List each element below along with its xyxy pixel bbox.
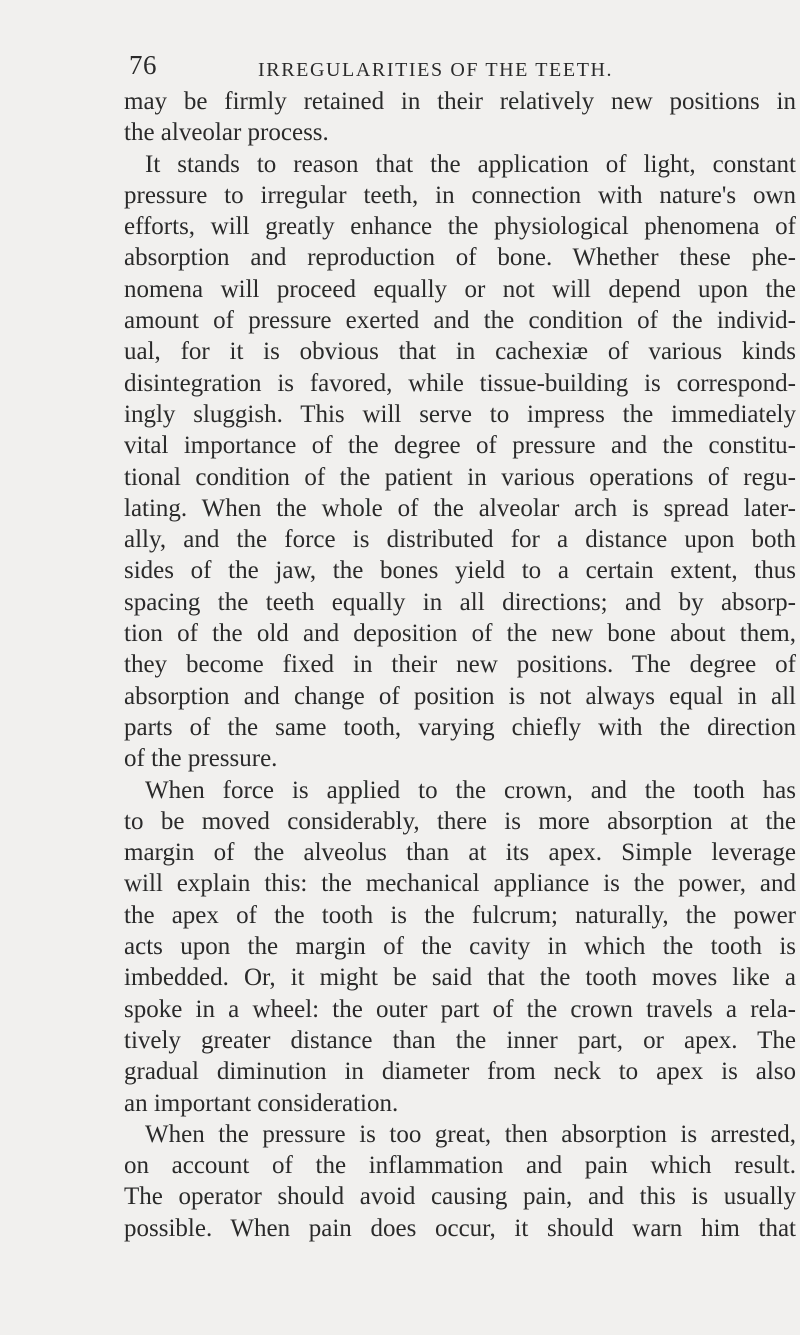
text-line: pressure to irregular teeth, in connection with nature's own — [124, 181, 796, 209]
text-line: to be moved considerably, there is more absorption at the — [124, 807, 796, 835]
text-line: When the pressure is too great, then absorption is arrested, — [145, 1120, 796, 1148]
text-line: the alveolar process. — [124, 119, 329, 147]
text-line: amount of pressure exerted and the condition of the individ- — [124, 307, 796, 335]
text-line: possible. When pain does occur, it should warn him that — [124, 1214, 796, 1242]
text-line: margin of the alveolus than at its apex. Simple leverage — [124, 839, 796, 867]
text-line: gradual diminution in diameter from neck to apex is also — [124, 1058, 796, 1086]
text-line: disintegration is favored, while tissue-building is correspond- — [124, 369, 796, 397]
text-line: ingly sluggish. This will serve to impress the immediately — [124, 400, 796, 428]
text-line: The operator should avoid causing pain, and this is usually — [124, 1183, 796, 1211]
text-line: sides of the jaw, the bones yield to a certain extent, thus — [124, 557, 796, 585]
text-line: acts upon the margin of the cavity in which the tooth is — [124, 933, 796, 961]
running-head: IRREGULARITIES OF THE TEETH. — [258, 59, 614, 81]
text-line: the apex of the tooth is the fulcrum; naturally, the power — [124, 901, 796, 929]
text-line: tional condition of the patient in various operations of regu- — [124, 463, 796, 491]
text-line: vital importance of the degree of pressure and the constitu- — [124, 432, 796, 460]
text-line: absorption and change of position is not always equal in all — [124, 682, 796, 710]
text-line: parts of the same tooth, varying chiefly with the direction — [124, 713, 796, 741]
text-line: When force is applied to the crown, and the tooth has — [145, 776, 796, 804]
text-line: will explain this: the mechanical appliance is the power, and — [124, 870, 796, 898]
text-line: ual, for it is obvious that in cachexiæ of various kinds — [124, 338, 796, 366]
text-line: tively greater distance than the inner part, or apex. The — [124, 1026, 796, 1054]
text-line: spoke in a wheel: the outer part of the crown travels a rela- — [124, 995, 796, 1023]
text-line: tion of the old and deposition of the new bone about them, — [124, 620, 796, 648]
text-line: they become fixed in their new positions. The degree of — [124, 651, 796, 679]
body-text — [124, 86, 796, 1244]
text-line: of the pressure. — [124, 745, 278, 773]
text-line: ally, and the force is distributed for a distance upon both — [124, 526, 796, 554]
text-line: may be firmly retained in their relatively new positions in — [124, 88, 796, 115]
text-line: on account of the inflammation and pain which result. — [124, 1152, 796, 1180]
text-line: spacing the teeth equally in all directions; and by absorp- — [124, 588, 796, 616]
text-line: an important consideration. — [124, 1089, 399, 1117]
text-line: nomena will proceed equally or not will depend upon the — [124, 275, 796, 303]
page-number: 76 — [129, 50, 157, 80]
text-line: It stands to reason that the application of light, constant — [145, 150, 796, 178]
text-line: lating. When the whole of the alveolar arch is spread later- — [124, 494, 796, 522]
text-line: efforts, will greatly enhance the physiological phenomena of — [124, 213, 796, 241]
text-line: absorption and reproduction of bone. Whether these phe- — [124, 244, 796, 272]
text-line: imbedded. Or, it might be said that the tooth moves like a — [124, 964, 796, 992]
